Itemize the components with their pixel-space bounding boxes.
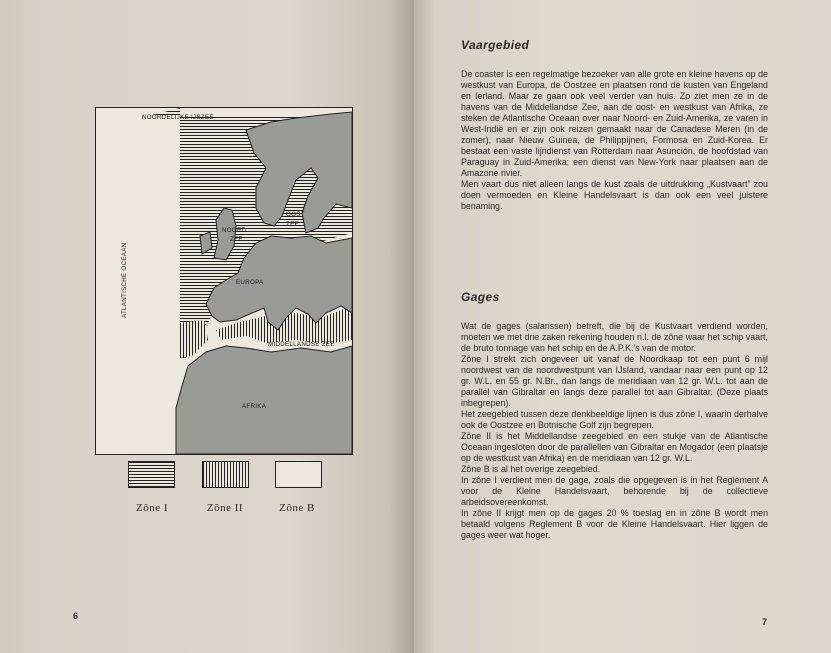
- page-number-right: 7: [762, 617, 768, 627]
- paragraph: Zône B is al het overige zeegebied.: [461, 464, 601, 474]
- map-label-arctic: NOORDELIJKE IJSZEE: [142, 114, 214, 121]
- paragraph: Het zeegebied tussen deze denkbeeldige lijnen is dus zône I, waarin derhalve ook de Oostzee en Botnische Golf zijn begrepen.: [461, 409, 768, 430]
- map-label-europe: EUROPA: [236, 279, 264, 286]
- map-label-mediterranean: MIDDELLANDSE ZEE: [268, 341, 335, 348]
- legend-label-zone-2: Zône II: [206, 502, 244, 514]
- map-label-baltic-1: OOST: [286, 211, 305, 218]
- left-page: [0, 0, 414, 653]
- map-label-baltic-2: ZEE: [286, 221, 299, 228]
- legend-swatch-zone-2: [202, 461, 249, 488]
- section-heading-vaargebied: Vaargebied: [461, 38, 530, 52]
- map-label-north-sea-2: ZEE: [230, 236, 243, 243]
- map-label-africa: AFRIKA: [242, 403, 267, 410]
- section-body-gages: [461, 321, 768, 541]
- paragraph: Men vaart dus niet alleen langs de kust zoals de uitdrukking „Kustvaart” zou doen vermoeden en Kleine Handelsvaart is dan ook een veel juistere benaming.: [461, 179, 768, 211]
- paragraph: Zône II is het Middellandse zeegebied en een stukje van de Atlantische Oceaan ingesloten door de parallellen van Gibraltar en Mogador (een plaatsje op de westkust van Afrika) en de meridiaan van 12 gr. W.L.: [461, 431, 768, 463]
- paragraph: De coaster is een regelmatige bezoeker van alle grote en kleine havens op de westkust van Europa, de Oostzee en plaatsen rond de kusten van Engeland en Ierland. Maar ze gaan ook veel verder van huis. Zo ziet men ze in de havens van de Middellandse Zee, aan de oost- en westkust van Afrika, ze steken de Atlantische Oceaan over naar Noord- en Zuid-Amerika, ze varen in West-Indië en er zijn ook reizen gemaakt naar de Canadese Meren (in de zomer), naar Nieuw Guinea, de Philippijnen, Formosa en Zuid-Korea. Er bestaat een vaste lijndienst van Rotterdam naar Asunción, de hoofdstad van Paraguay in Zuid-Amerika; een dienst van New-York naar plaatsen aan de Amazone rivier.: [461, 69, 768, 178]
- zone-map-drawing: [96, 108, 352, 454]
- paragraph: In zône I verdient men de gage, zoals die opgegeven is in het Reglement A voor de Kleine Handelsvaart, behorende bij de collectieve arbeidsovereenkomst.: [461, 475, 768, 507]
- zone-map: [95, 107, 353, 455]
- map-label-north-sea-1: NOORD: [222, 227, 247, 234]
- legend-swatch-zone-1: [128, 461, 175, 488]
- paragraph: Wat de gages (salarissen) betreft, die bij de Kustvaart verdiend worden, moeten we met drie zaken rekening houden n.l. de zône waar het schip vaart, de bruto tonnage van het schip en de A.P.K.'s van de motor.: [461, 321, 768, 353]
- legend-label-zone-1: Zône I: [135, 502, 168, 514]
- legend-label-zone-b: Zône B: [279, 502, 315, 514]
- paragraph: Zône I strekt zich ongeveer uit vanaf de Noordkaap tot een punt 6 mijl noordwest van de noordwestpunt van IJsland, vandaar naar een punt op 12 gr. W.L. en 55 gr. N.Br., dan langs de meridiaan van 12 gr. W.L. tot aan de parallel van Gibraltar en langs deze parallel tot aan Gibraltar. (Deze plaats inbegrepen).: [461, 354, 768, 408]
- paragraph: In zône II krijgt men op de gages 20 % toeslag en in zône B wordt men betaald volgens Reglement B voor de Kleine Handelsvaart. Hier liggen de gages weer wat hoger.: [461, 508, 768, 540]
- section-heading-gages: Gages: [461, 290, 500, 304]
- legend-swatch-zone-b: [275, 461, 322, 488]
- section-body-vaargebied: [461, 69, 768, 212]
- africa-land: [176, 346, 352, 454]
- page-number-left: 6: [73, 611, 79, 621]
- map-label-atlantic: ATLANTISCHE OCEAAN: [121, 242, 128, 318]
